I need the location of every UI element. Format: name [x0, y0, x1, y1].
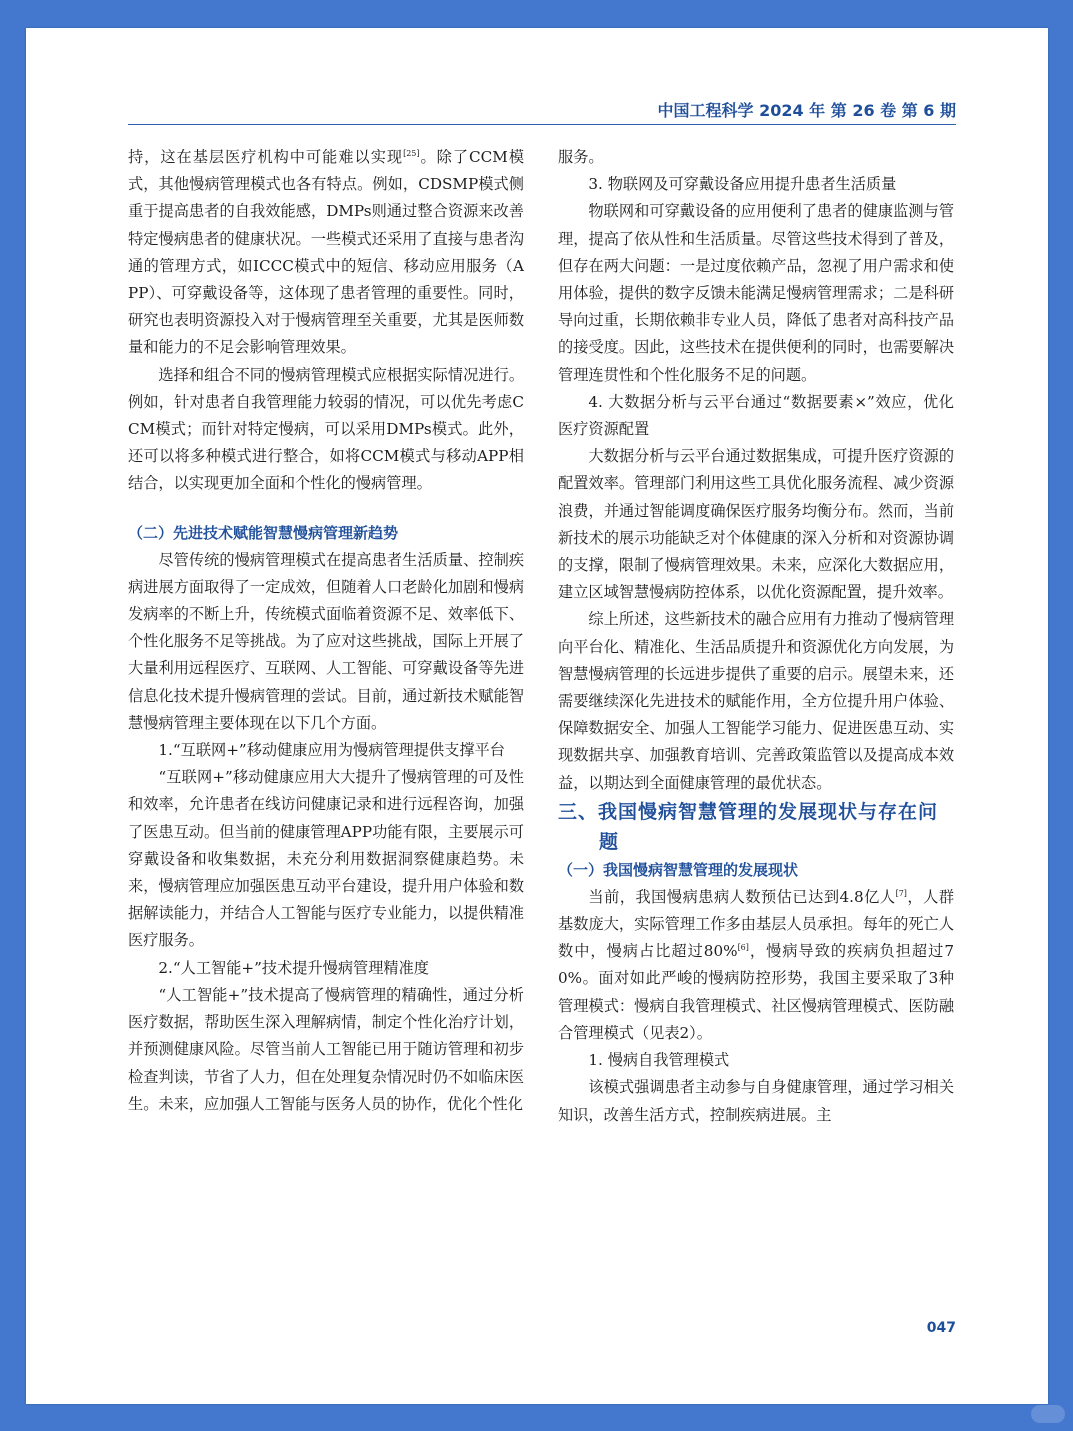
page-number: 047 — [926, 1320, 956, 1336]
paragraph: 物联网和可穿戴设备的应用便利了患者的健康监测与管理，提高了依从性和生活质量。尽管这些技术得到了普及，但存在两大问题：一是过度依赖产品，忽视了用户需求和使用体验，提供的数字反馈未能满足慢病管理需求；二是科研导向过重，长期依赖非专业人员，降低了患者对高科技产品的接受度。因此，这些技术在提供便利的同时，也需要解决管理连贯性和个性化服务不足的问题。 — [558, 202, 954, 384]
paragraph: 服务。 — [558, 148, 604, 166]
paragraph: “互联网+”移动健康应用大大提升了慢病管理的可及性和效率，允许患者在线访问健康记录和进行远程咨询，加强了医患互动。但当前的健康管理APP功能有限，主要展示可穿戴设备和收集数据，未充分利用数据洞察健康趋势。未来，慢病管理应加强医患互动平台建设，提升用户体验和数据解读能力，并结合人工智能与医疗专业能力，以提供精准医疗服务。 — [128, 768, 524, 950]
watermark-badge — [1031, 1405, 1065, 1423]
header-rule — [128, 124, 956, 125]
paragraph: 大数据分析与云平台通过数据集成，可提升医疗资源的配置效率。管理部门利用这些工具优化服务流程、减少资源浪费，并通过智能调度确保医疗服务均衡分布。然而，当前新技术的展示功能缺乏对个体健康的深入分析和对资源协调的支撑，限制了慢病管理效果。未来，应深化大数据应用，建立区域智慧慢病防控体系，以优化资源配置，提升效率。 — [558, 447, 954, 602]
citation: [7] — [895, 888, 907, 898]
citation: [6] — [737, 943, 749, 953]
section-heading: （一）我国慢病智慧管理的发展现状 — [558, 860, 799, 879]
subsection-heading: 2.“人工智能+”技术提升慢病管理精准度 — [158, 958, 429, 977]
subsection-heading: 1.“互联网+”移动健康应用为慢病管理提供支撑平台 — [158, 741, 505, 760]
paragraph: 尽管传统的慢病管理模式在提高患者生活质量、控制疾病进展方面取得了一定成效，但随着人口老龄化加剧和慢病发病率的不断上升，传统模式面临着资源不足、效率低下、个性化服务不足等挑战。为了应对这些挑战，国际上开展了大量利用远程医疗、互联网、人工智能、可穿戴设备等先进信息化技术提升慢病管理的尝试。目前，通过新技术赋能智慧慢病管理主要体现在以下几个方面。 — [128, 550, 524, 732]
paragraph-text: 持，这在基层医疗机构中可能难以实现 — [128, 148, 404, 166]
journal-page — [26, 28, 1048, 1404]
paragraph-text: 。除了CCM模式，其他慢病管理模式也各有特点。例如，CDSMP模式侧重于提高患者的自我效能感，DMPs则通过整合资源来改善特定慢病患者的健康状况。一些模式还采用了直接与患者沟通的管理方式，如ICCC模式中的短信、移动应用服务（APP）、可穿戴设备等，这体现了患者管理的重要性。同时，研究也表明资源投入对于慢病管理至关重要，尤其是医师数量和能力的不足会影响管理效果。 — [128, 148, 525, 357]
paragraph: 该模式强调患者主动参与自身健康管理，通过学习相关知识，改善生活方式，控制疾病进展。主 — [558, 1078, 954, 1124]
running-header: 中国工程科学 2024 年 第 26 卷 第 6 期 — [657, 101, 956, 120]
paragraph: 选择和组合不同的慢病管理模式应根据实际情况进行。例如，针对患者自我管理能力较弱的情况，可以优先考虑CCM模式；而针对特定慢病，可以采用DMPs模式。此外，还可以将多种模式进行整合，如将CCM模式与移动APP相结合，以实现更加全面和个性化的慢病管理。 — [128, 365, 524, 493]
left-column — [128, 144, 524, 1118]
paragraph: 综上所述，这些新技术的融合应用有力推动了慢病管理向平台化、精准化、生活品质提升和资源优化方向发展，为智慧慢病管理的长远进步提供了重要的启示。展望未来，还需要继续深化先进技术的赋能作用，全方位提升用户体验、保障数据安全、加强人工智能学习能力、促进医患互动、实现数据共享、加强教育培训、完善政策监管以及提高成本效益，以期达到全面健康管理的最优状态。 — [558, 610, 954, 792]
chapter-heading: 三、我国慢病智慧管理的发展现状与存在问题 — [558, 800, 939, 853]
paragraph-text: ，慢病导致的疾病负担超过70%。面对如此严峻的慢病防控形势，我国主要采取了3种管理模式：慢病自我管理模式、社区慢病管理模式、医防融合管理模式（见表2）。 — [558, 942, 954, 1042]
subsection-heading: 1. 慢病自我管理模式 — [588, 1051, 730, 1070]
paragraph — [558, 884, 954, 1047]
paragraph-text: ，人群基数庞大，实际管理工作多由基层人员承担。每年的死亡人数中，慢病占比超过80% — [558, 887, 955, 961]
citation: [25] — [403, 148, 420, 158]
right-column — [558, 144, 954, 1129]
paragraph — [128, 144, 524, 362]
section-heading: （二）先进技术赋能智慧慢病管理新趋势 — [128, 523, 399, 542]
subsection-heading: 3. 物联网及可穿戴设备应用提升患者生活质量 — [588, 175, 897, 194]
paragraph-text: 当前，我国慢病患病人数预估已达到4.8亿人 — [588, 887, 896, 906]
subsection-heading: 4. 大数据分析与云平台通过“数据要素×”效应，优化医疗资源配置 — [558, 392, 954, 439]
paragraph: “人工智能+”技术提高了慢病管理的精确性，通过分析医疗数据，帮助医生深入理解病情，制定个性化治疗计划，并预测健康风险。尽管当前人工智能已用于随访管理和初步检查判读，节省了人力，但在处理复杂情况时仍不如临床医生。未来，应加强人工智能与医务人员的协作，优化个性化 — [128, 985, 524, 1113]
